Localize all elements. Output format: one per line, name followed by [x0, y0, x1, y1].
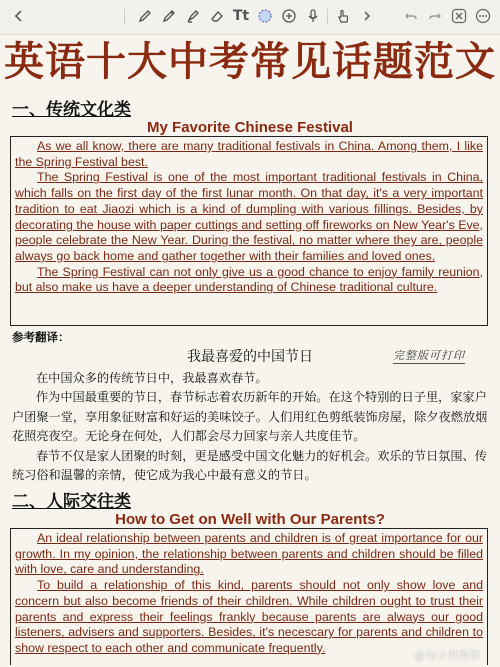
section-heading-relationships: 二、人际交往类: [12, 492, 131, 512]
pen-icon[interactable]: [134, 5, 156, 27]
page-title: 英语十大中考常见话题范文: [4, 38, 496, 85]
text-tool-icon[interactable]: Tt: [232, 8, 250, 24]
essay-title-festival: My Favorite Chinese Festival: [147, 119, 353, 136]
back-arrow-icon[interactable]: [8, 5, 30, 27]
toolbar-divider: [124, 9, 125, 25]
microphone-icon[interactable]: [302, 5, 324, 27]
redo-icon[interactable]: [424, 5, 446, 27]
more-icon[interactable]: [472, 5, 494, 27]
highlighter-icon[interactable]: [182, 5, 204, 27]
undo-icon[interactable]: [400, 5, 422, 27]
pencil-icon[interactable]: [158, 5, 180, 27]
translation-paragraph: 春节不仅是家人团聚的时刻，更是感受中国文化魅力的好机会。欢乐的节日氛围、传统习俗和温馨的亲情，使它成为我心中最有意义的节日。: [12, 448, 487, 483]
chevron-right-icon[interactable]: [356, 5, 378, 27]
essay-paragraph: To build a relationship of this kind, parents should not only show love and concern but also become friends of their children. While children ought to trust their parents and express their feelings frankly because parents are always our good listeners, advisers and supporters. Besides, it's necescary for parents and children to show respect to each other and communicate frequently.: [15, 578, 483, 655]
annotation-toolbar: [0, 0, 500, 35]
translation-body: [12, 369, 488, 485]
add-icon[interactable]: [278, 5, 300, 27]
essay-paragraph: The Spring Festival is one of the most important traditional festivals in China, which falls on the first day of the first lunar month. On that day, it's a very important tradition to eat Jiaozi which is a kind of dumpling with various fillings. Besides, by decorating the house with paper cuttings and setting off fireworks on New Year's Eve, people celebrate the New Year. During the festival, no matter where they are, people always go back home and gather together with their families and loved ones.: [15, 170, 483, 263]
essay-paragraph: As we all know, there are many traditional festivals in China. Among them, I like the Spring Festival best.: [15, 139, 483, 169]
essay-box-festival: [10, 136, 488, 326]
translation-label: 参考翻译：: [12, 330, 70, 344]
essay-box-parents: [10, 528, 488, 665]
hand-touch-icon[interactable]: [332, 5, 354, 27]
lasso-icon[interactable]: [254, 5, 276, 27]
watermark: @句子君英语: [414, 649, 480, 662]
essay-paragraph: The Spring Festival can not only give us a good chance to enjoy family reunion, but also make us have a deeper understanding of Chinese traditional culture.: [15, 264, 483, 295]
essay-paragraph: An ideal relationship between parents and children is of great importance for our growth. In my opinion, the relationship between parents and children should be filled with love, care and understanding.: [15, 531, 483, 577]
translation-paragraph: 在中国众多的传统节日中，我最喜欢春节。: [36, 371, 268, 385]
translation-title: 我最喜爱的中国节日: [187, 349, 313, 365]
section-heading-culture: 一、传统文化类: [12, 100, 131, 120]
close-icon[interactable]: [448, 5, 470, 27]
essay-title-parents: How to Get on Well with Our Parents?: [115, 511, 385, 528]
handwritten-note: 完整版可打印: [393, 349, 465, 362]
toolbar-divider: [327, 9, 328, 25]
translation-paragraph: 作为中国最重要的节日，春节标志着农历新年的开始。在这个特别的日子里，家家户户团聚一堂，享用象征财富和好运的美味饺子。人们用红色剪纸装饰房屋，除夕夜燃放烟花照亮夜空。无论身在何处，人们都会尽力回家与亲人共度佳节。: [12, 390, 488, 444]
eraser-icon[interactable]: [206, 5, 228, 27]
